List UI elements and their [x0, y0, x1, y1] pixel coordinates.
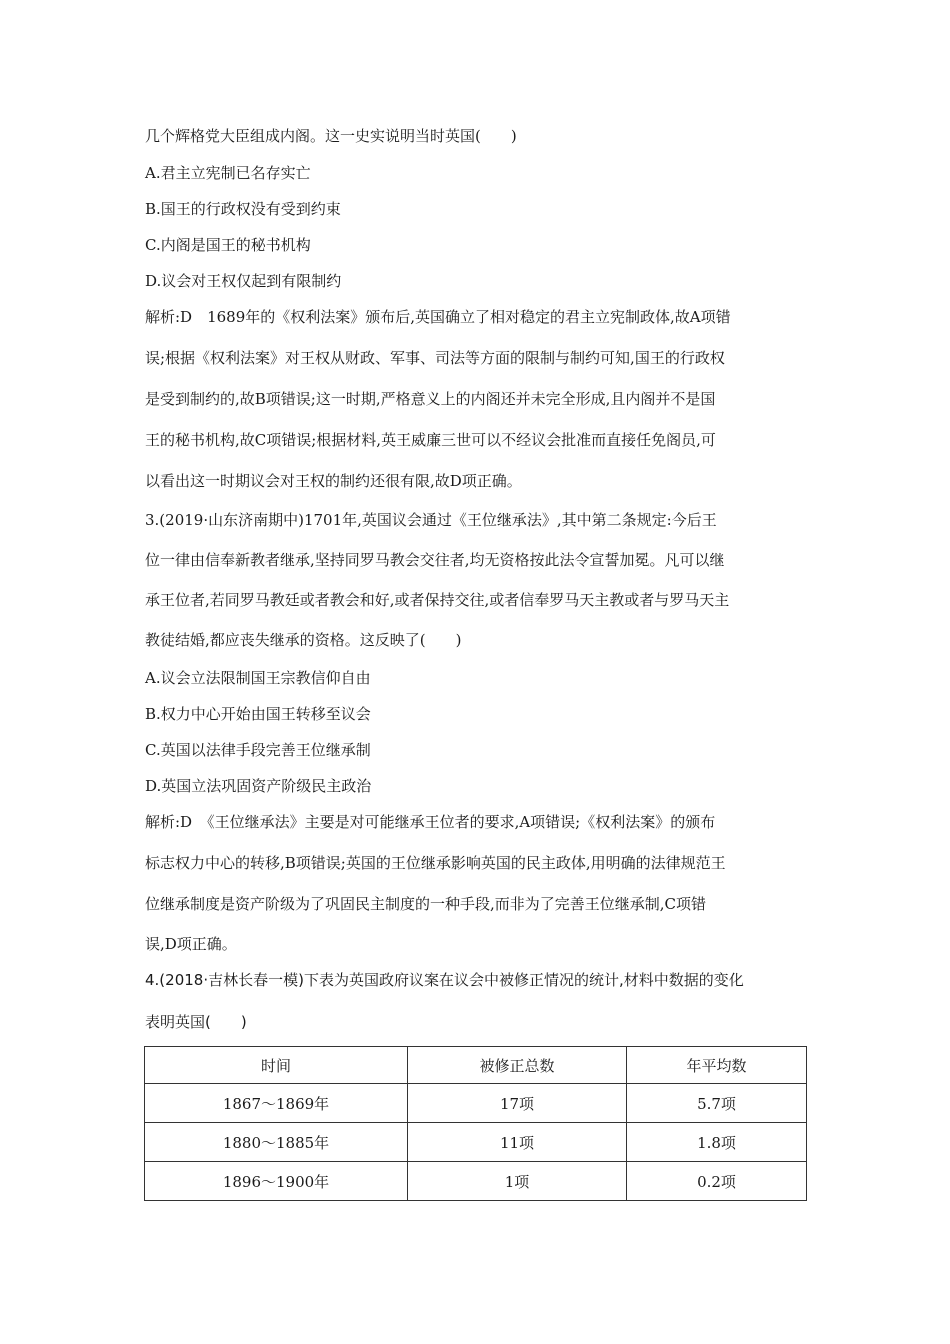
table-cell-time: 1880～1885年 [145, 1123, 408, 1162]
table-header-row [145, 1047, 807, 1084]
table-cell-total: 17项 [408, 1084, 627, 1123]
q2-option-c: C.内阁是国王的秘书机构 [145, 236, 311, 254]
q4-stem-line: 表明英国( ) [145, 1013, 247, 1031]
table-header-total: 被修正总数 [408, 1047, 627, 1084]
q2-analysis-line: 解析:D 1689年的《权利法案》颁布后,英国确立了相对稳定的君主立宪制政体,故A项错 [145, 308, 731, 326]
table-cell-total: 11项 [408, 1123, 627, 1162]
q3-stem-line: 3.(2019·山东济南期中)1701年,英国议会通过《王位继承法》,其中第二条规定:今后王 [145, 511, 717, 529]
q2-analysis-line: 误;根据《权利法案》对王权从财政、军事、司法等方面的限制与制约可知,国王的行政权 [145, 349, 725, 367]
q3-analysis-line: 标志权力中心的转移,B项错误;英国的王位继承影响英国的民主政体,用明确的法律规范王 [145, 854, 726, 872]
q2-analysis-line: 以看出这一时期议会对王权的制约还很有限,故D项正确。 [145, 472, 522, 490]
table-row [145, 1123, 807, 1162]
q2-analysis-line: 是受到制约的,故B项错误;这一时期,严格意义上的内阁还并未完全形成,且内阁并不是国 [145, 390, 716, 408]
amendment-stats-table [144, 1046, 807, 1201]
q2-option-d: D.议会对王权仅起到有限制约 [145, 272, 342, 290]
q2-option-b: B.国王的行政权没有受到约束 [145, 200, 341, 218]
table-cell-time: 1896～1900年 [145, 1162, 408, 1201]
q3-analysis-line: 解析:D 《王位继承法》主要是对可能继承王位者的要求,A项错误;《权利法案》的颁布 [145, 813, 716, 831]
table-cell-average: 0.2项 [627, 1162, 807, 1201]
q3-option-a: A.议会立法限制国王宗教信仰自由 [145, 669, 371, 687]
table-cell-average: 1.8项 [627, 1123, 807, 1162]
q3-stem-line: 教徒结婚,都应丧失继承的资格。这反映了( ) [145, 631, 462, 649]
table-header-average: 年平均数 [627, 1047, 807, 1084]
q2-option-a: A.君主立宪制已名存实亡 [145, 164, 311, 182]
q3-stem-line: 承王位者,若同罗马教廷或者教会和好,或者保持交往,或者信奉罗马天主教或者与罗马天主 [145, 591, 730, 609]
table-cell-time: 1867～1869年 [145, 1084, 408, 1123]
q3-option-b: B.权力中心开始由国王转移至议会 [145, 705, 371, 723]
q2-analysis-line: 王的秘书机构,故C项错误;根据材料,英王威廉三世可以不经议会批准而直接任免阁员,可 [145, 431, 716, 449]
q3-analysis-line: 位继承制度是资产阶级为了巩固民主制度的一种手段,而非为了完善王位继承制,C项错 [145, 895, 707, 913]
q3-stem-line: 位一律由信奉新教者继承,坚持同罗马教会交往者,均无资格按此法令宣誓加冕。凡可以继 [145, 551, 725, 569]
q3-option-d: D.英国立法巩固资产阶级民主政治 [145, 777, 372, 795]
table-header-time: 时间 [145, 1047, 408, 1084]
table-cell-total: 1项 [408, 1162, 627, 1201]
q3-option-c: C.英国以法律手段完善王位继承制 [145, 741, 371, 759]
table-row [145, 1084, 807, 1123]
table-row [145, 1162, 807, 1201]
q2-stem-tail: 几个辉格党大臣组成内阁。这一史实说明当时英国( ) [145, 127, 517, 145]
q3-analysis-line: 误,D项正确。 [145, 935, 237, 953]
table-cell-average: 5.7项 [627, 1084, 807, 1123]
q4-stem-line: 4.(2018·吉林长春一模)下表为英国政府议案在议会中被修正情况的统计,材料中数据的变化 [145, 971, 744, 989]
